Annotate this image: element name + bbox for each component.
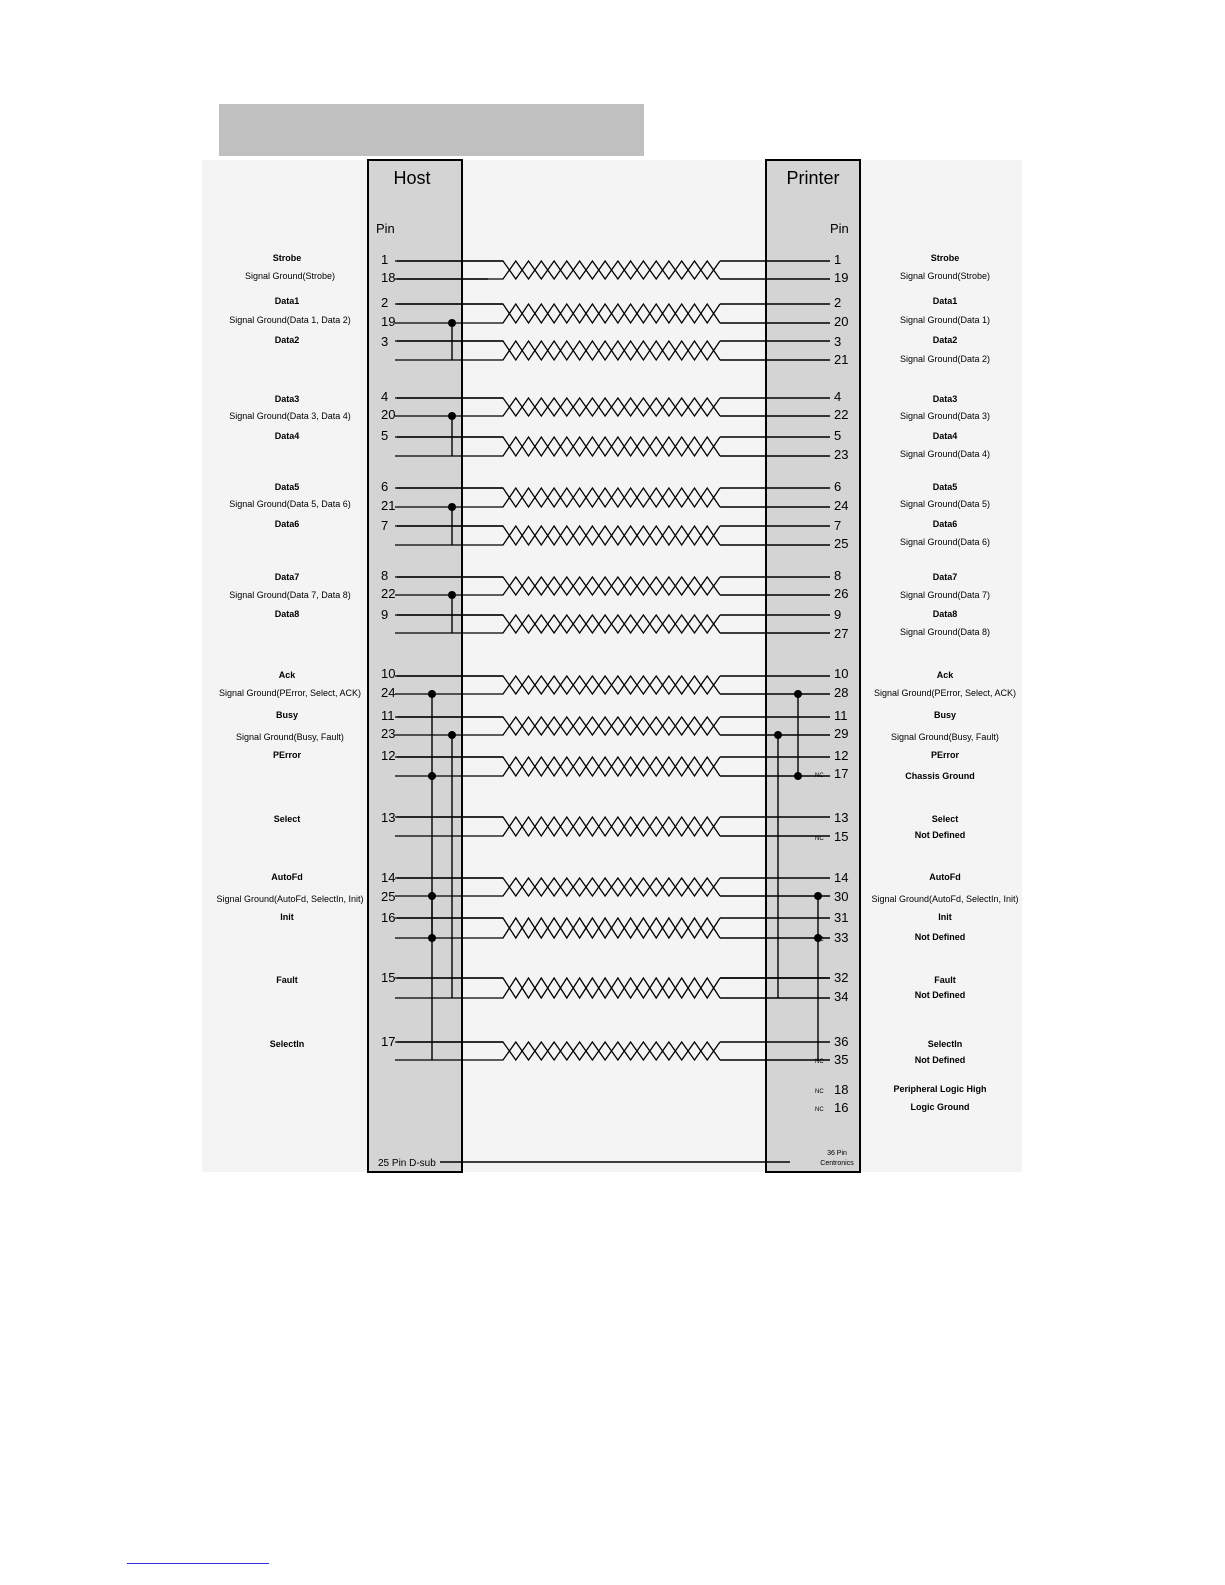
right-signal-label: Ack — [936, 670, 954, 680]
host-pin-number: 8 — [381, 568, 389, 583]
nc-marker: NC — [815, 1089, 824, 1095]
right-signal-label: Signal Ground(Data 2) — [899, 354, 991, 364]
left-signal-label: Init — [280, 912, 294, 922]
host-pin-number: 19 — [381, 314, 396, 329]
printer-pin-number: 25 — [834, 536, 849, 551]
junction-dot — [428, 934, 436, 942]
right-signal-label: Not Defined — [914, 990, 966, 1000]
right-signal-label: Busy — [933, 710, 957, 720]
printer-pin-number: 14 — [834, 870, 849, 885]
host-pin-number: 9 — [381, 607, 389, 622]
right-signal-label: Signal Ground(Data 1) — [899, 315, 991, 325]
printer-pin-number: 20 — [834, 314, 849, 329]
printer-pin-number: 6 — [834, 479, 842, 494]
right-signal-label: Signal Ground(Strobe) — [899, 271, 991, 281]
nc-marker: NC — [815, 1107, 824, 1113]
right-signal-label: Data1 — [932, 296, 958, 306]
right-signal-label: Select — [931, 814, 959, 824]
printer-pin-number: 1 — [834, 252, 842, 267]
printer-pin-number: 19 — [834, 270, 849, 285]
host-pin-number: 7 — [381, 518, 389, 533]
printer-pin-number: 12 — [834, 748, 849, 763]
right-signal-label: Init — [938, 912, 952, 922]
right-signal-label: Signal Ground(AutoFd, SelectIn, Init) — [871, 894, 1019, 904]
right-signal-label: Chassis Ground — [905, 771, 975, 781]
printer-pin-number: 11 — [834, 708, 848, 723]
left-signal-label: PError — [272, 750, 302, 760]
printer-connector-line2: Centronics — [820, 1160, 854, 1167]
host-pin-number: 12 — [381, 748, 396, 763]
printer-pin-number: 36 — [834, 1034, 849, 1049]
printer-pin-number: 13 — [834, 810, 849, 825]
printer-pin-number: 3 — [834, 334, 842, 349]
junction-dot — [428, 772, 436, 780]
host-pin-number: 22 — [381, 586, 396, 601]
printer-pin-number: 21 — [834, 352, 849, 367]
left-signal-label: Signal Ground(Data 1, Data 2) — [229, 315, 351, 325]
junction-dot — [774, 731, 782, 739]
left-signal-label: Strobe — [272, 253, 302, 263]
host-pin-number: 20 — [381, 407, 396, 422]
junction-dot — [448, 319, 456, 327]
right-signal-label: Data5 — [932, 482, 958, 492]
left-signal-label: Signal Ground(Strobe) — [244, 271, 336, 281]
left-signal-label: Data8 — [274, 609, 300, 619]
right-signal-label: Signal Ground(Busy, Fault) — [891, 732, 999, 742]
host-pin-number: 5 — [381, 428, 389, 443]
host-pin-number: 13 — [381, 810, 396, 825]
left-signal-label: Fault — [276, 975, 298, 985]
printer-pin-number: 5 — [834, 428, 842, 443]
printer-pin-number: 4 — [834, 389, 842, 404]
junction-dot — [448, 503, 456, 511]
printer-pin-number: 34 — [834, 989, 849, 1004]
right-signal-label: Strobe — [930, 253, 960, 263]
right-signal-label: Data7 — [932, 572, 958, 582]
printer-pin-number: 26 — [834, 586, 849, 601]
printer-pin-number: 33 — [834, 930, 849, 945]
left-signal-label: SelectIn — [269, 1039, 305, 1049]
host-pin-number: 3 — [381, 334, 389, 349]
right-signal-label: Data6 — [932, 519, 958, 529]
right-signal-label: Signal Ground(PError, Select, ACK) — [873, 688, 1017, 698]
printer-pin-number: 32 — [834, 970, 849, 985]
printer-pin-number: 29 — [834, 726, 849, 741]
right-signal-label: Not Defined — [914, 1055, 966, 1065]
host-pin-header: Pin — [376, 221, 395, 236]
host-pin-number: 15 — [381, 970, 396, 985]
left-signal-label: Select — [273, 814, 301, 824]
left-signal-label: Signal Ground(Data 7, Data 8) — [229, 590, 351, 600]
host-pin-number: 23 — [381, 726, 396, 741]
left-signal-label: Signal Ground(Busy, Fault) — [236, 732, 344, 742]
left-signal-label: Data3 — [274, 394, 300, 404]
printer-pin-number: 27 — [834, 626, 849, 641]
junction-dot — [448, 731, 456, 739]
right-signal-label: Signal Ground(Data 3) — [899, 411, 991, 421]
host-pin-number: 17 — [381, 1034, 396, 1049]
right-signal-label: Signal Ground(Data 7) — [899, 590, 991, 600]
printer-pin-number: 2 — [834, 295, 842, 310]
right-signal-label: Logic Ground — [910, 1102, 970, 1112]
junction-dot — [794, 772, 802, 780]
left-signal-label: Data2 — [274, 335, 300, 345]
right-signal-label: Data2 — [932, 335, 958, 345]
host-pin-number: 25 — [381, 889, 396, 904]
junction-dot — [814, 892, 822, 900]
left-signal-label: Data4 — [274, 431, 300, 441]
left-signal-label: Data6 — [274, 519, 300, 529]
junction-dot — [428, 690, 436, 698]
printer-title: Printer — [786, 168, 840, 188]
printer-pin-number: 24 — [834, 498, 849, 513]
right-signal-label: Signal Ground(Data 5) — [899, 499, 991, 509]
printer-pin-number: 18 — [834, 1082, 849, 1097]
printer-pin-number: 17 — [834, 766, 849, 781]
nc-marker: NC — [815, 937, 824, 943]
host-pin-number: 14 — [381, 870, 396, 885]
right-signal-label: Signal Ground(Data 6) — [899, 537, 991, 547]
left-signal-label: Ack — [278, 670, 296, 680]
right-signal-label: Peripheral Logic High — [893, 1084, 987, 1094]
printer-pin-number: 8 — [834, 568, 842, 583]
left-signal-label: Signal Ground(Data 5, Data 6) — [229, 499, 351, 509]
junction-dot — [448, 591, 456, 599]
right-signal-label: PError — [930, 750, 960, 760]
junction-dot — [794, 690, 802, 698]
left-signal-label: Data7 — [274, 572, 300, 582]
right-signal-label: Not Defined — [914, 932, 966, 942]
printer-pin-number: 10 — [834, 666, 849, 681]
host-pin-number: 1 — [381, 252, 389, 267]
junction-dot — [428, 892, 436, 900]
nc-marker: NC — [815, 836, 824, 842]
printer-pin-number: 23 — [834, 447, 849, 462]
host-pin-number: 21 — [381, 498, 396, 513]
host-title: Host — [393, 168, 431, 188]
left-signal-label: Signal Ground(Data 3, Data 4) — [229, 411, 351, 421]
printer-pin-number: 35 — [834, 1052, 849, 1067]
left-signal-label: Busy — [275, 710, 299, 720]
host-pin-number: 4 — [381, 389, 389, 404]
host-pin-number: 16 — [381, 910, 396, 925]
junction-dot — [448, 412, 456, 420]
right-signal-label: Signal Ground(Data 8) — [899, 627, 991, 637]
printer-pin-number: 9 — [834, 607, 842, 622]
nc-marker: NC — [815, 1059, 824, 1065]
left-signal-label: Data5 — [274, 482, 300, 492]
host-pin-number: 18 — [381, 270, 396, 285]
left-signal-label: AutoFd — [271, 872, 303, 882]
printer-pin-number: 22 — [834, 407, 849, 422]
host-pin-number: 10 — [381, 666, 396, 681]
right-signal-label: Data4 — [932, 431, 958, 441]
printer-pin-number: 7 — [834, 518, 842, 533]
right-signal-label: Data8 — [932, 609, 958, 619]
left-signal-label: Data1 — [274, 296, 300, 306]
host-pin-number: 24 — [381, 685, 396, 700]
nc-marker: NC — [815, 773, 824, 779]
printer-pin-number: 16 — [834, 1100, 849, 1115]
host-pin-number: 6 — [381, 479, 389, 494]
right-signal-label: Signal Ground(Data 4) — [899, 449, 991, 459]
printer-pin-number: 31 — [834, 910, 849, 925]
host-connector-label: 25 Pin D-sub — [378, 1158, 436, 1169]
printer-pin-header: Pin — [830, 221, 849, 236]
right-signal-label: AutoFd — [929, 872, 961, 882]
right-signal-label: Fault — [934, 975, 956, 985]
host-pin-number: 11 — [381, 708, 395, 723]
host-pin-number: 2 — [381, 295, 389, 310]
left-signal-label: Signal Ground(AutoFd, SelectIn, Init) — [216, 894, 364, 904]
printer-pin-number: 30 — [834, 889, 849, 904]
right-signal-label: Data3 — [932, 394, 958, 404]
right-signal-label: SelectIn — [927, 1039, 963, 1049]
right-signal-label: Not Defined — [914, 830, 966, 840]
printer-pin-number: 15 — [834, 829, 849, 844]
printer-pin-number: 28 — [834, 685, 849, 700]
footer-link-underline — [127, 1563, 269, 1564]
printer-connector-line1: 36 Pin — [827, 1150, 847, 1157]
left-signal-label: Signal Ground(PError, Select, ACK) — [218, 688, 362, 698]
